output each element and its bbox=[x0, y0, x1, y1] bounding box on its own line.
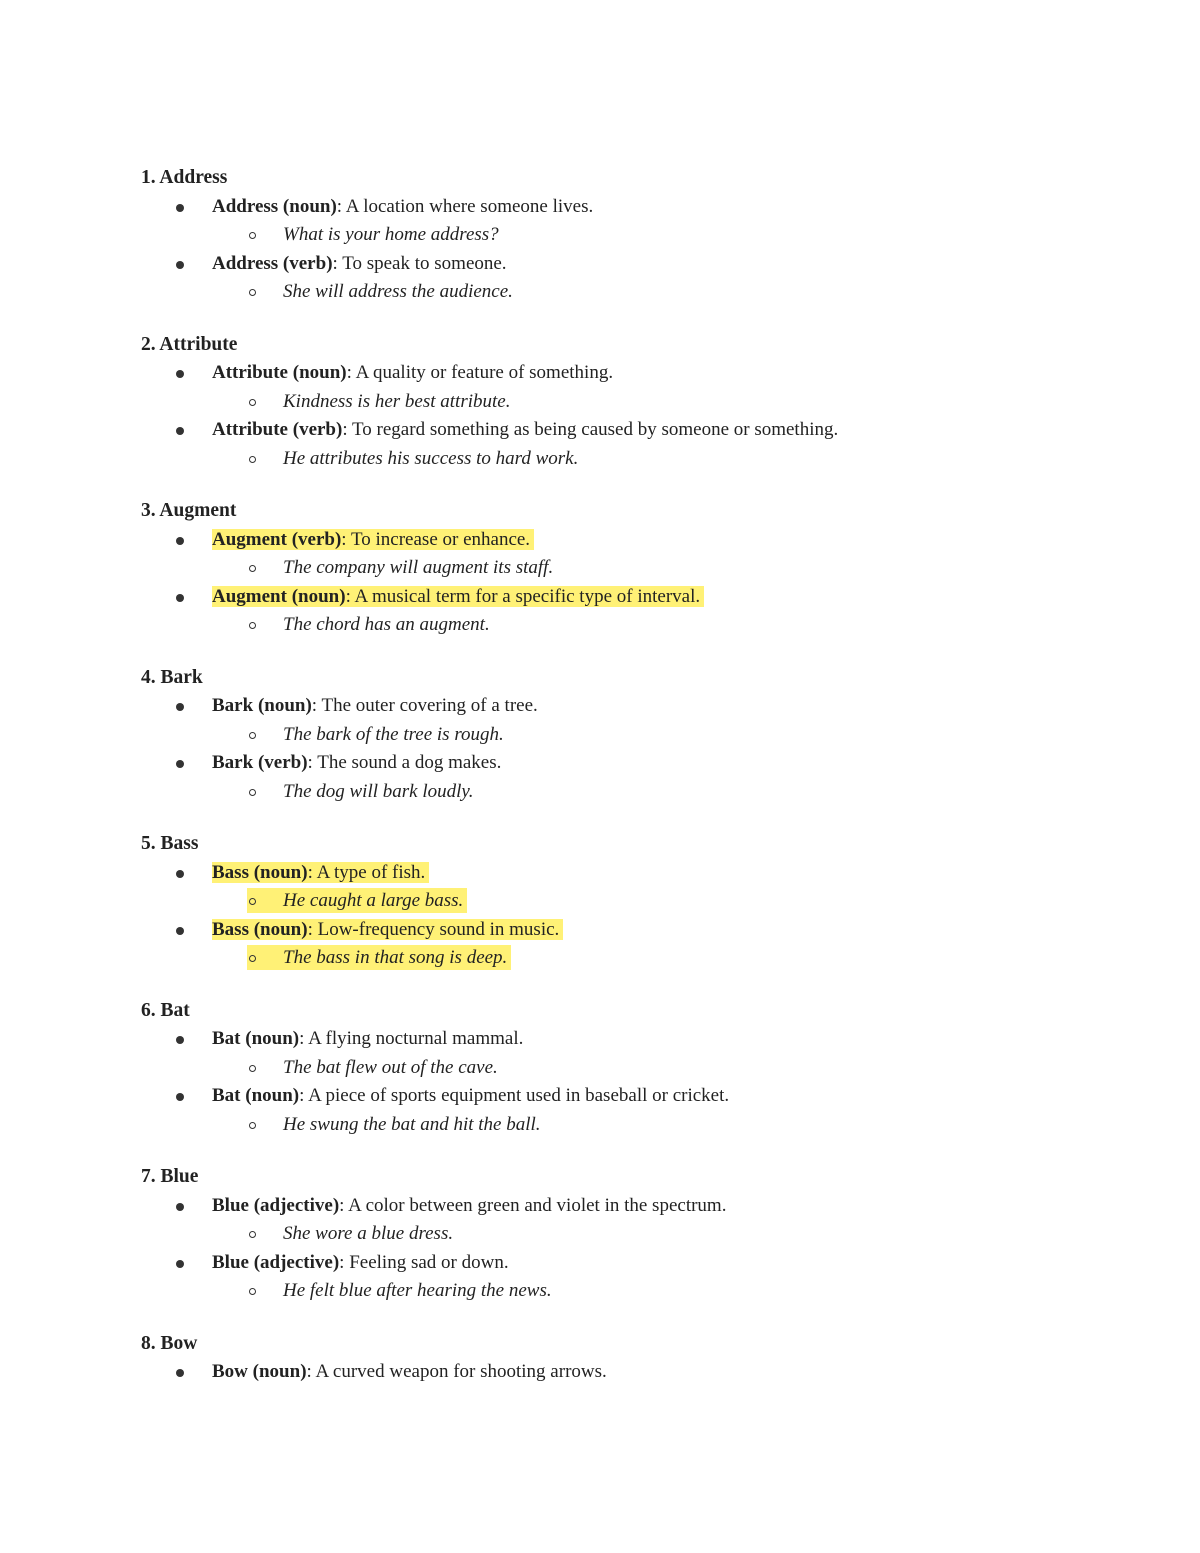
example-sentence: Kindness is her best attribute. bbox=[283, 390, 511, 412]
definition-content: Bat (noun): A piece of sports equipment used in baseball or cricket. bbox=[212, 1085, 730, 1107]
definition-line bbox=[212, 861, 429, 885]
definition-text: A quality or feature of something. bbox=[355, 362, 614, 384]
example-sentence: The chord has an augment. bbox=[283, 614, 490, 636]
bullet-icon bbox=[176, 927, 184, 935]
circle-bullet-icon bbox=[249, 1231, 256, 1238]
definition-line bbox=[212, 418, 838, 442]
circle-bullet-icon bbox=[249, 1065, 256, 1072]
part-of-speech-label: verb bbox=[299, 419, 336, 441]
term: Bark bbox=[212, 752, 254, 774]
term: Address bbox=[212, 252, 279, 274]
definition-content: Augment (verb): To increase or enhance. bbox=[212, 529, 534, 550]
entry-heading: 6. Bat bbox=[141, 999, 190, 1021]
part-of-speech-label: verb bbox=[298, 528, 335, 550]
bullet-icon bbox=[176, 870, 184, 878]
part-of-speech-label: noun bbox=[251, 1085, 293, 1107]
definition-content: Bark (noun): The outer covering of a tree. bbox=[212, 695, 538, 717]
entry-heading: 4. Bark bbox=[141, 666, 203, 688]
entry-heading: 2. Attribute bbox=[141, 333, 238, 355]
definition-text: A musical term for a specific type of interval. bbox=[354, 585, 701, 607]
bullet-icon bbox=[176, 537, 184, 545]
example-sentence: She will address the audience. bbox=[283, 281, 513, 303]
definition-content: Bow (noun): A curved weapon for shooting arrows. bbox=[212, 1361, 607, 1383]
term: Attribute bbox=[212, 362, 288, 384]
part-of-speech: (verb) bbox=[292, 419, 343, 441]
definition-text: To speak to someone. bbox=[342, 252, 507, 274]
bullet-icon bbox=[176, 1260, 184, 1268]
definition-text: Low-frequency sound in music. bbox=[317, 918, 560, 940]
circle-bullet-icon bbox=[249, 565, 256, 572]
entry-heading: 7. Blue bbox=[141, 1166, 199, 1187]
circle-bullet-icon bbox=[249, 789, 256, 796]
part-of-speech-label: noun bbox=[264, 695, 306, 717]
definition-line bbox=[212, 1251, 509, 1275]
circle-bullet-icon bbox=[249, 232, 256, 239]
definition-line bbox=[212, 361, 613, 385]
definition-line bbox=[212, 1027, 523, 1051]
definition-content: Bat (noun): A flying nocturnal mammal. bbox=[212, 1028, 524, 1050]
part-of-speech: (noun) bbox=[253, 918, 308, 940]
example-sentence: He attributes his success to hard work. bbox=[283, 447, 579, 469]
definition-content: Blue (adjective): A color between green and violet in the spectrum. bbox=[212, 1194, 727, 1216]
term: Attribute bbox=[212, 419, 288, 441]
entry-heading: 3. Augment bbox=[141, 500, 237, 521]
definition-text: The outer covering of a tree. bbox=[321, 695, 538, 717]
bullet-icon bbox=[176, 760, 184, 768]
definition-line bbox=[212, 694, 538, 718]
term: Bass bbox=[212, 861, 249, 883]
definition-line bbox=[212, 528, 534, 552]
definition-text: A color between green and violet in the spectrum. bbox=[348, 1194, 727, 1216]
bullet-icon bbox=[176, 427, 184, 435]
example-sentence: She wore a blue dress. bbox=[283, 1223, 454, 1245]
definition-line bbox=[212, 195, 593, 219]
example-sentence: The company will augment its staff. bbox=[283, 557, 554, 579]
part-of-speech: (verb) bbox=[291, 528, 342, 550]
definition-content: Attribute (noun): A quality or feature of something. bbox=[212, 362, 614, 384]
definition-line bbox=[212, 918, 563, 942]
definition-line bbox=[212, 751, 501, 775]
definition-text: A flying nocturnal mammal. bbox=[308, 1028, 524, 1050]
part-of-speech: (noun) bbox=[252, 1361, 307, 1383]
definition-line bbox=[212, 1194, 726, 1218]
term: Bow bbox=[212, 1361, 248, 1383]
definition-line bbox=[212, 252, 507, 276]
part-of-speech: (verb) bbox=[282, 252, 333, 274]
example-sentence: The bark of the tree is rough. bbox=[283, 723, 504, 745]
bullet-icon bbox=[176, 1203, 184, 1211]
term: Bass bbox=[212, 918, 249, 940]
definition-content: Bark (verb): The sound a dog makes. bbox=[212, 752, 502, 774]
part-of-speech-label: adjective bbox=[260, 1194, 333, 1216]
term: Augment bbox=[212, 585, 287, 607]
bullet-icon bbox=[176, 204, 184, 212]
part-of-speech: (noun) bbox=[257, 695, 312, 717]
entry-heading: 8. Bow bbox=[141, 1332, 198, 1354]
definition-content: Augment (noun): A musical term for a specific type of interval. bbox=[212, 586, 704, 607]
part-of-speech: (noun) bbox=[245, 1085, 300, 1107]
example-sentence: The bat flew out of the cave. bbox=[283, 1056, 498, 1078]
part-of-speech: (noun) bbox=[292, 362, 347, 384]
definition-content: Address (noun): A location where someone lives. bbox=[212, 195, 594, 217]
part-of-speech-label: noun bbox=[260, 918, 302, 940]
example-sentence: He caught a large bass. bbox=[283, 890, 464, 912]
definition-text: To regard something as being caused by someone or something. bbox=[352, 419, 839, 441]
circle-bullet-icon bbox=[249, 456, 256, 463]
term: Blue bbox=[212, 1194, 249, 1216]
definition-content: Bass (noun): Low-frequency sound in music. bbox=[212, 919, 563, 940]
part-of-speech-label: adjective bbox=[260, 1251, 333, 1273]
bullet-icon bbox=[176, 594, 184, 602]
example-sentence: What is your home address? bbox=[283, 224, 499, 246]
term: Blue bbox=[212, 1251, 249, 1273]
circle-bullet-icon bbox=[249, 622, 256, 629]
circle-bullet-icon bbox=[249, 732, 256, 739]
circle-bullet-icon bbox=[249, 289, 256, 296]
definition-content: Bass (noun): A type of fish. bbox=[212, 862, 429, 883]
circle-bullet-icon bbox=[249, 1122, 256, 1129]
bullet-icon bbox=[176, 1036, 184, 1044]
definition-line bbox=[212, 1084, 729, 1108]
entry-heading: 5. Bass bbox=[141, 833, 199, 854]
definition-text: To increase or enhance. bbox=[350, 528, 531, 550]
definition-text: A type of fish. bbox=[316, 861, 426, 883]
part-of-speech: (verb) bbox=[257, 752, 308, 774]
term: Augment bbox=[212, 528, 287, 550]
definition-content: Attribute (verb): To regard something as being caused by someone or something. bbox=[212, 419, 839, 441]
part-of-speech-label: noun bbox=[260, 861, 302, 883]
bullet-icon bbox=[176, 1093, 184, 1101]
part-of-speech: (noun) bbox=[282, 195, 337, 217]
term: Bark bbox=[212, 695, 254, 717]
example-sentence: He felt blue after hearing the news. bbox=[283, 1280, 552, 1302]
part-of-speech-label: noun bbox=[289, 195, 331, 217]
term: Bat bbox=[212, 1028, 241, 1050]
bullet-icon bbox=[176, 703, 184, 711]
bullet-icon bbox=[176, 1369, 184, 1377]
definition-text: The sound a dog makes. bbox=[317, 752, 502, 774]
definition-text: Feeling sad or down. bbox=[349, 1251, 509, 1273]
part-of-speech-label: noun bbox=[299, 362, 341, 384]
example-sentence: The dog will bark loudly. bbox=[283, 780, 474, 802]
part-of-speech-label: noun bbox=[258, 1361, 301, 1383]
part-of-speech-label: verb bbox=[264, 752, 302, 774]
definition-text: A piece of sports equipment used in baseball or cricket. bbox=[308, 1085, 730, 1107]
circle-bullet-icon bbox=[249, 1288, 256, 1295]
definition-content: Blue (adjective): Feeling sad or down. bbox=[212, 1251, 509, 1273]
circle-bullet-icon bbox=[249, 399, 256, 406]
definition-text: A location where someone lives. bbox=[345, 195, 594, 217]
term: Address bbox=[212, 195, 279, 217]
part-of-speech-label: noun bbox=[298, 585, 340, 607]
part-of-speech: (adjective) bbox=[253, 1251, 340, 1273]
entry-heading: 1. Address bbox=[141, 167, 228, 188]
bullet-icon bbox=[176, 370, 184, 378]
definition-text: A curved weapon for shooting arrows. bbox=[315, 1361, 607, 1383]
example-sentence: The bass in that song is deep. bbox=[283, 947, 508, 969]
definition-line bbox=[212, 585, 704, 609]
part-of-speech-label: noun bbox=[251, 1028, 293, 1050]
definition-line bbox=[212, 1360, 607, 1384]
part-of-speech: (noun) bbox=[245, 1028, 300, 1050]
bullet-icon bbox=[176, 261, 184, 269]
definition-content: Address (verb): To speak to someone. bbox=[212, 252, 507, 274]
example-sentence: He swung the bat and hit the ball. bbox=[283, 1113, 541, 1135]
part-of-speech: (noun) bbox=[291, 585, 346, 607]
part-of-speech: (adjective) bbox=[253, 1194, 340, 1216]
term: Bat bbox=[212, 1085, 241, 1107]
part-of-speech-label: verb bbox=[289, 252, 327, 274]
part-of-speech: (noun) bbox=[253, 861, 308, 883]
